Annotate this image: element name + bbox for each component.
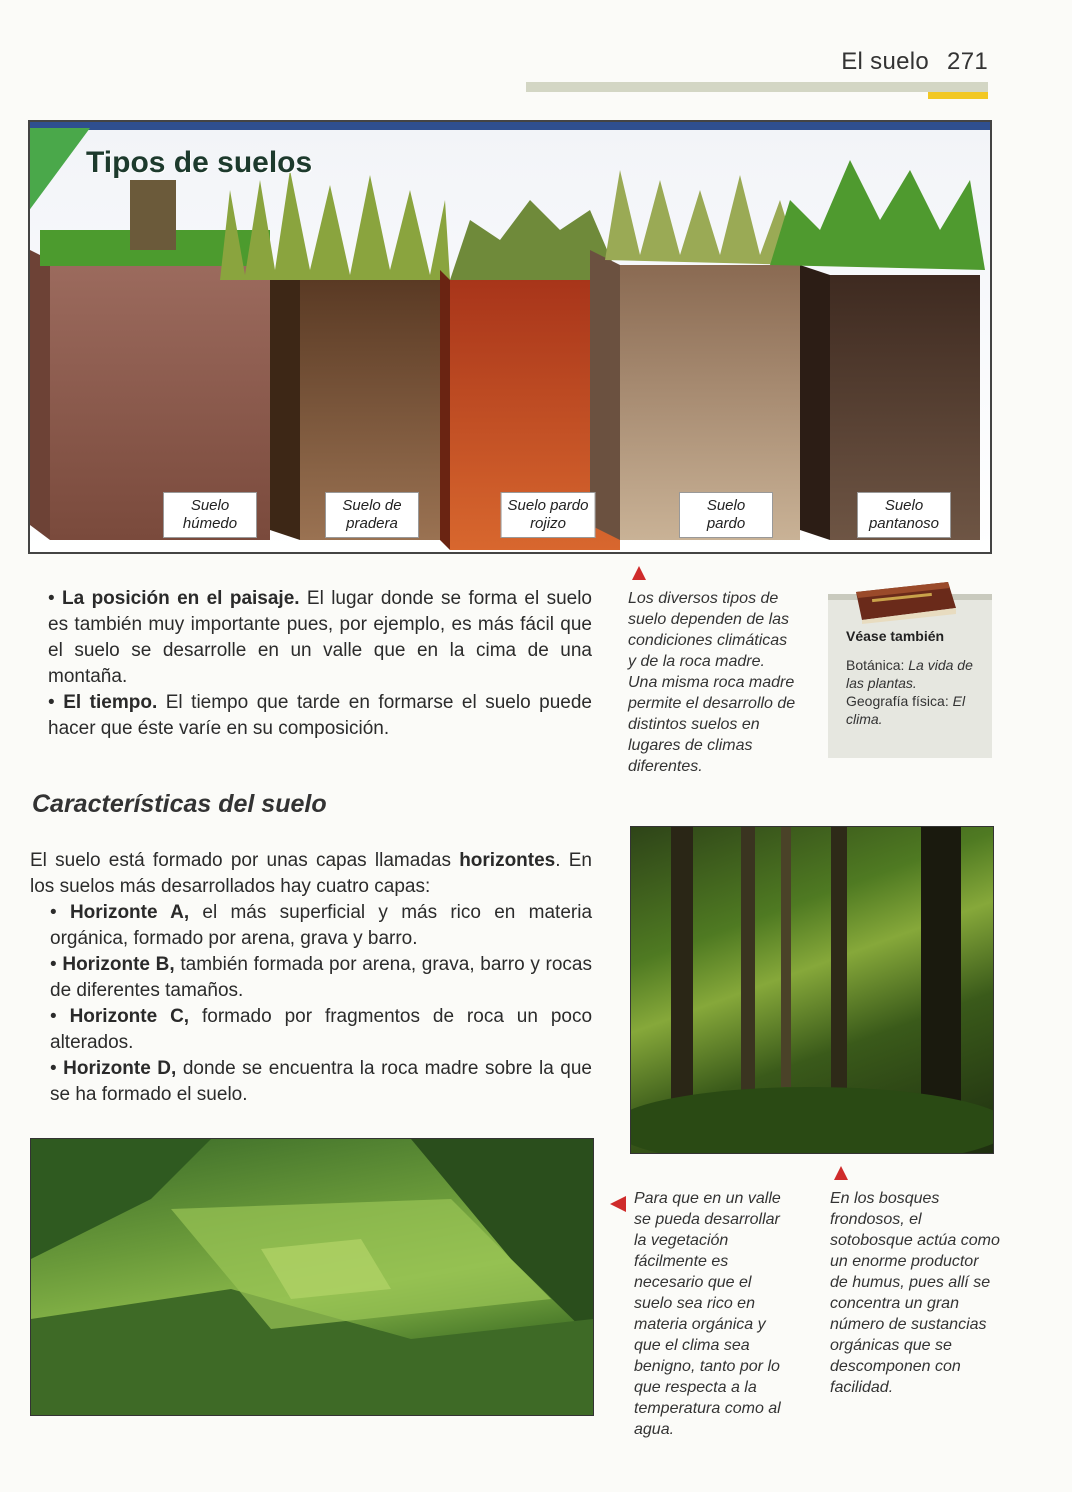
soil-types-caption: Los diversos tipos de suelo dependen de las condiciones climáticas y de la roca madre. Una misma roca madre permite el desarrollo de distintos suelos en lugares de climas diferentes. (628, 590, 796, 775)
figure-title: Tipos de suelos (86, 146, 313, 179)
list-item: • Horizonte D, donde se encuentra la roca madre sobre la que se ha formado el suelo. (50, 1058, 592, 1105)
list-item: • La posición en el paisaje. El lugar donde se forma el suelo es también muy importante pues, por ejemplo, es más fácil que el suelo se desarrolle en un valle que en la cima de una montaña. (48, 588, 592, 687)
title-corner-accent (28, 128, 90, 212)
page-number: 271 (947, 48, 988, 75)
label-suelo-pradera: Suelo de pradera (325, 492, 419, 538)
list-item: • Horizonte A, el más superficial y más rico en materia orgánica, formado por arena, grava y barro. (50, 902, 593, 949)
label-suelo-pardo-rojizo: Suelo pardo rojizo (501, 492, 596, 538)
list-item: • El tiempo. El tiempo que tarde en formarse el suelo puede hacer que éste varíe en su composición. (48, 692, 592, 739)
forest-photo (630, 826, 994, 1154)
forest-trees (631, 827, 993, 1153)
see-also-item[interactable]: Botánica: La vida de las plantas. (846, 657, 973, 691)
label-suelo-pantanoso: Suelo pantanoso (857, 492, 951, 538)
soil-factors-list (48, 586, 592, 742)
header-accent (928, 92, 988, 99)
section-name: El suelo (841, 48, 930, 75)
valley-caption: Para que en un valle se pueda desarrollar la vegetación fácilmente es necesario que el suelo sea rico en materia orgánica y que el clima sea benigno, tanto por lo que respecta a la temperatura como al agua. (634, 1190, 781, 1438)
forest-caption: En los bosques frondosos, el sotobosque actúa como un enorme productor de humus, pues allí se concentra un gran número de sustancias orgánicas que se descomponen con facilidad. (830, 1190, 1000, 1396)
book-icon (852, 578, 960, 624)
header-rule (526, 82, 988, 92)
caption-pointer-left (610, 1196, 626, 1212)
see-also-links (846, 656, 986, 728)
see-also-item[interactable]: Geografía física: El clima. (846, 693, 966, 727)
valley-photo (30, 1138, 594, 1416)
soil-illustration (30, 130, 990, 550)
section-body (30, 848, 592, 1108)
running-head (841, 48, 988, 76)
section-intro: El suelo está formado por unas capas llamadas horizontes. En los suelos más desarrollados hay cuatro capas: (30, 850, 592, 897)
valley-landscape (31, 1139, 593, 1415)
see-also-title: Véase también (846, 628, 945, 644)
soil-types-figure (28, 120, 992, 554)
label-suelo-humedo: Suelo húmedo (163, 492, 257, 538)
horizons-list (30, 900, 592, 1108)
section-title: Características del suelo (32, 790, 327, 818)
figure-top-bar (30, 122, 990, 130)
list-item: • Horizonte C, formado por fragmentos de roca un poco alterados. (50, 1006, 593, 1053)
label-suelo-pardo: Suelo pardo (679, 492, 773, 538)
caption-pointer-up (632, 566, 646, 580)
caption-pointer-up (834, 1166, 848, 1180)
list-item: • Horizonte B, también formada por arena, grava, barro y rocas de diferentes tamaños. (50, 954, 592, 1001)
